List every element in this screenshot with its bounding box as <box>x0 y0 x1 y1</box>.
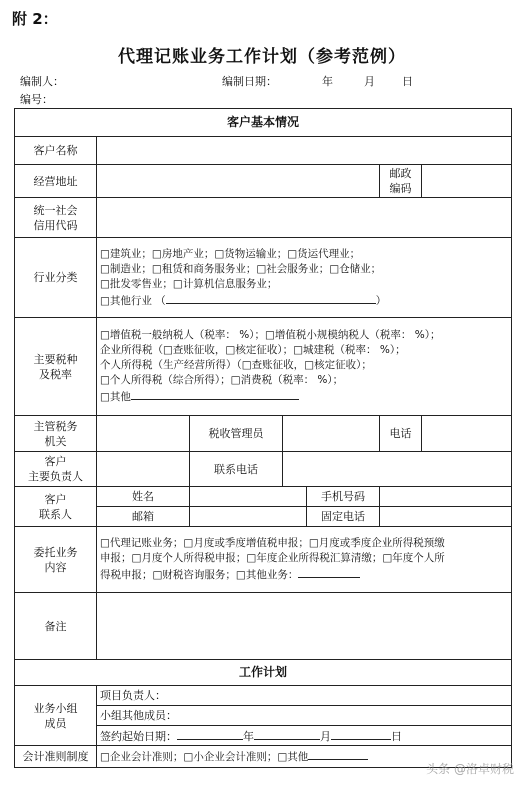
postcode-field[interactable] <box>422 165 512 198</box>
contact-name-field[interactable] <box>190 487 307 507</box>
date-year: 年 <box>322 75 333 88</box>
landline-field[interactable] <box>380 507 512 527</box>
compiler-label: 编制人： <box>20 75 64 88</box>
principal-field[interactable] <box>97 452 190 487</box>
watermark: 头条 @洛卓财税 <box>426 762 514 776</box>
other-tax-blank[interactable] <box>131 388 299 400</box>
entrust-label: 委托业务 内容 <box>15 527 97 593</box>
remarks-field[interactable] <box>97 593 512 660</box>
other-standard-blank[interactable] <box>308 748 368 760</box>
address-label: 经营地址 <box>15 165 97 198</box>
phone-label: 电话 <box>380 416 422 452</box>
annex-label: 附 2： <box>12 10 58 28</box>
accounting-label: 会计准则制度 <box>15 746 97 768</box>
plan-section-header: 工作计划 <box>15 660 512 686</box>
credit-code-label: 统一社会 信用代码 <box>15 198 97 238</box>
email-field[interactable] <box>190 507 307 527</box>
credit-code-field[interactable] <box>97 198 512 238</box>
client-name-label: 客户名称 <box>15 137 97 165</box>
other-members-row[interactable]: 小组其他成员： <box>97 706 512 726</box>
tax-label: 主要税种 及税率 <box>15 318 97 416</box>
tax-authority-label: 主管税务 机关 <box>15 416 97 452</box>
plan-form-table <box>14 108 512 768</box>
entrust-options[interactable]: □代理记账业务；□月度或季度增值税申报；□月度或季度企业所得税预缴 申报；□月度个人所得税申报；□年度企业所得税汇算清缴；□年度个人所 得税申报；□财税咨询服务；□其他业务： <box>97 527 512 593</box>
client-name-field[interactable] <box>97 137 512 165</box>
document-title: 代理记账业务工作计划（参考范例） <box>118 47 406 67</box>
mobile-label: 手机号码 <box>307 487 380 507</box>
number-label: 编号： <box>20 93 53 106</box>
accounting-options[interactable]: □企业会计准则；□小企业会计准则；□其他 <box>97 746 512 768</box>
contact-phone-field[interactable] <box>283 452 512 487</box>
postcode-label: 邮政 编码 <box>380 165 422 198</box>
date-month: 月 <box>364 75 375 88</box>
date-day: 日 <box>402 75 413 88</box>
remarks-label: 备注 <box>15 593 97 660</box>
contact-name-label: 姓名 <box>97 487 190 507</box>
email-label: 邮箱 <box>97 507 190 527</box>
contact-person-label: 客户 联系人 <box>15 487 97 527</box>
tax-officer-field[interactable] <box>283 416 380 452</box>
tax-options[interactable]: □增值税一般纳税人（税率： %）；□增值税小规模纳税人（税率： %）； 企业所得税（□查账征收，□核定征收）；□城建税（税率： %）； 个人所得税（生产经营所得）（□查账征收，□核定征收）； □个人所得税（综合所得）；□消费税（税率： %）； □其他 <box>97 318 512 416</box>
industry-options[interactable]: □建筑业；□房地产业；□货物运输业；□货运代理业； □制造业；□租赁和商务服务业；□社会服务业；□仓储业； □批发零售业；□计算机信息服务业； □其他行业 （ ） <box>97 238 512 318</box>
industry-label: 行业分类 <box>15 238 97 318</box>
date-label: 编制日期： <box>222 75 277 88</box>
other-business-blank[interactable] <box>298 566 360 578</box>
sign-start-date-row[interactable]: 签约起始日期： 年 月 日 <box>97 726 512 746</box>
principal-label: 客户 主要负责人 <box>15 452 97 487</box>
tax-authority-field[interactable] <box>97 416 190 452</box>
contact-phone-label: 联系电话 <box>190 452 283 487</box>
client-section-header: 客户基本情况 <box>15 109 512 137</box>
phone-field[interactable] <box>422 416 512 452</box>
landline-label: 固定电话 <box>307 507 380 527</box>
other-industry-blank[interactable] <box>166 292 376 304</box>
mobile-field[interactable] <box>380 487 512 507</box>
project-lead-row[interactable]: 项目负责人： <box>97 686 512 706</box>
address-field[interactable] <box>97 165 380 198</box>
tax-officer-label: 税收管理员 <box>190 416 283 452</box>
team-label: 业务小组 成员 <box>15 686 97 746</box>
